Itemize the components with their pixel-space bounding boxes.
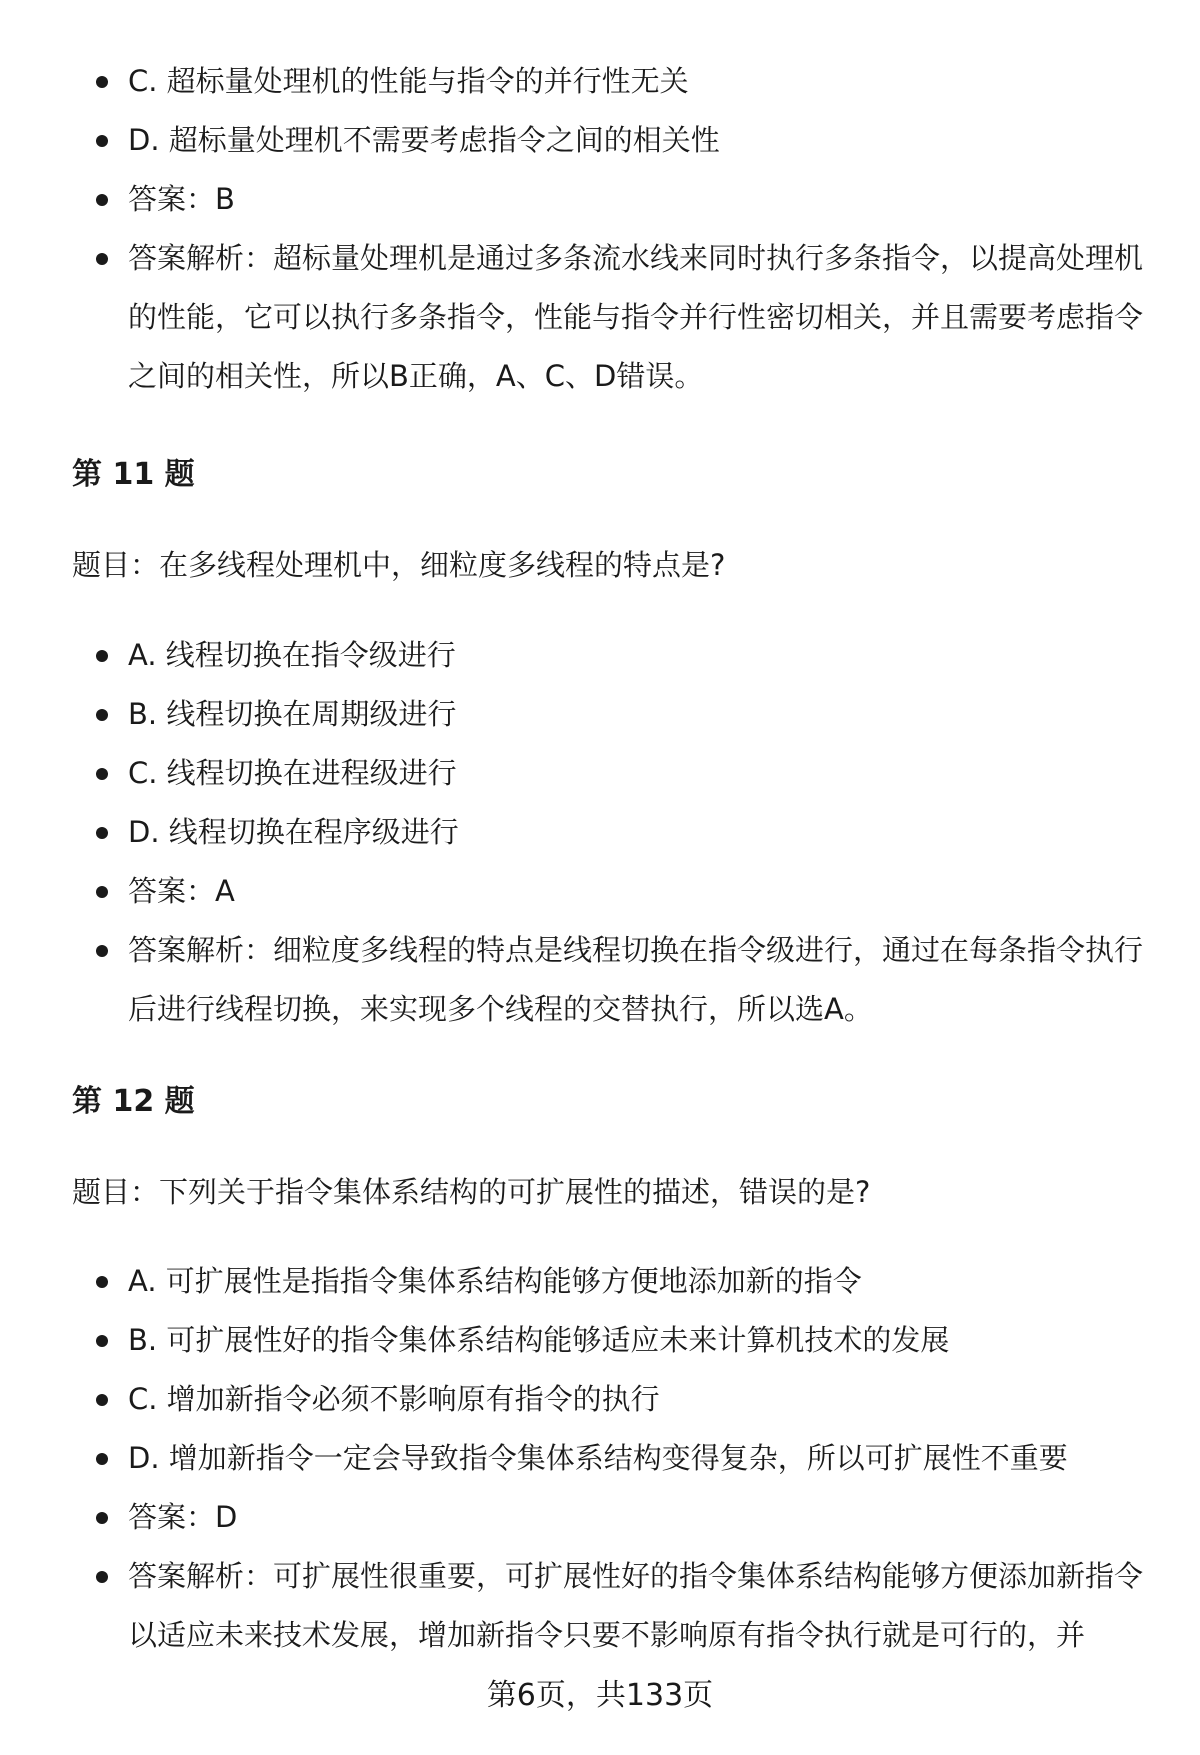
q11-heading: 第 11 题 xyxy=(72,457,195,492)
bullet-icon xyxy=(96,1276,108,1288)
q12-option-d xyxy=(0,1429,1148,1488)
q11-option-c xyxy=(0,744,1148,803)
option-text: D. 超标量处理机不需要考虑指令之间的相关性 xyxy=(128,123,720,157)
bullet-icon xyxy=(96,945,108,957)
option-text: A. 可扩展性是指指令集体系结构能够方便地添加新的指令 xyxy=(128,1264,862,1298)
q11-option-b xyxy=(0,685,1148,744)
q12-list xyxy=(0,1252,1148,1665)
answer-text: 答案：D xyxy=(128,1500,238,1534)
explanation-text: 答案解析：可扩展性很重要，可扩展性好的指令集体系结构能够方便添加新指令以适应未来技术发展，增加新指令只要不影响原有指令执行就是可行的，并 xyxy=(128,1559,1144,1652)
explanation-text: 答案解析：超标量处理机是通过多条流水线来同时执行多条指令，以提高处理机的性能，它可以执行多条指令，性能与指令并行性密切相关，并且需要考虑指令之间的相关性，所以B正确，A、C、D错误。 xyxy=(128,241,1144,393)
q11-answer xyxy=(0,862,1148,921)
q11-option-a xyxy=(0,626,1148,685)
bullet-icon xyxy=(96,827,108,839)
option-text: D. 增加新指令一定会导致指令集体系结构变得复杂，所以可扩展性不重要 xyxy=(128,1441,1068,1475)
q10-explanation xyxy=(0,229,1148,406)
q11-stem: 题目：在多线程处理机中，细粒度多线程的特点是? xyxy=(72,548,726,582)
answer-text: 答案：B xyxy=(128,182,235,216)
q11-list xyxy=(0,626,1148,1039)
q12-stem: 题目：下列关于指令集体系结构的可扩展性的描述，错误的是? xyxy=(72,1175,871,1209)
bullet-icon xyxy=(96,709,108,721)
q11-explanation xyxy=(0,921,1148,1039)
q12-heading: 第 12 题 xyxy=(72,1084,195,1119)
bullet-icon xyxy=(96,194,108,206)
q10-answer xyxy=(0,170,1148,229)
bullet-icon xyxy=(96,1512,108,1524)
bullet-icon xyxy=(96,650,108,662)
answer-text: 答案：A xyxy=(128,874,235,908)
q11-option-d xyxy=(0,803,1148,862)
q12-answer xyxy=(0,1488,1148,1547)
q10-list xyxy=(0,52,1148,406)
q12-explanation xyxy=(0,1547,1148,1665)
option-text: B. 可扩展性好的指令集体系结构能够适应未来计算机技术的发展 xyxy=(128,1323,950,1357)
bullet-icon xyxy=(96,76,108,88)
bullet-icon xyxy=(96,1335,108,1347)
bullet-icon xyxy=(96,1394,108,1406)
bullet-icon xyxy=(96,135,108,147)
option-text: B. 线程切换在周期级进行 xyxy=(128,697,457,731)
bullet-icon xyxy=(96,768,108,780)
option-text: C. 超标量处理机的性能与指令的并行性无关 xyxy=(128,64,689,98)
bullet-icon xyxy=(96,886,108,898)
option-text: C. 线程切换在进程级进行 xyxy=(128,756,457,790)
explanation-text: 答案解析：细粒度多线程的特点是线程切换在指令级进行，通过在每条指令执行后进行线程切换，来实现多个线程的交替执行，所以选A。 xyxy=(128,933,1144,1026)
option-text: C. 增加新指令必须不影响原有指令的执行 xyxy=(128,1382,660,1416)
bullet-icon xyxy=(96,1571,108,1583)
bullet-icon xyxy=(96,253,108,265)
q12-option-a xyxy=(0,1252,1148,1311)
page-number: 第6页，共133页 xyxy=(486,1678,714,1713)
q12-option-b xyxy=(0,1311,1148,1370)
q10-option-c xyxy=(0,52,1148,111)
q10-option-d xyxy=(0,111,1148,170)
q12-option-c xyxy=(0,1370,1148,1429)
bullet-icon xyxy=(96,1453,108,1465)
option-text: A. 线程切换在指令级进行 xyxy=(128,638,456,672)
option-text: D. 线程切换在程序级进行 xyxy=(128,815,459,849)
